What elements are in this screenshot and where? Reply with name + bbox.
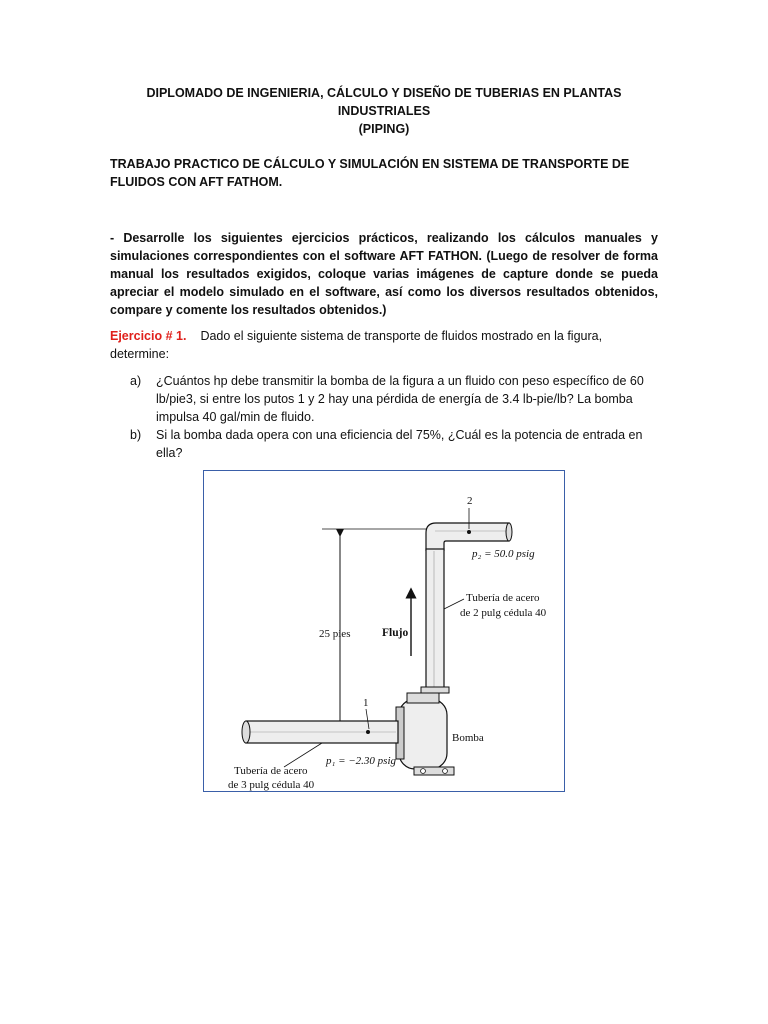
height-label: 25 pies [319, 628, 351, 640]
question-text: Si la bomba dada opera con una eficiencia del 75%, ¿Cuál es la potencia de entrada en ella? [156, 428, 643, 460]
suction-pipe [242, 721, 398, 743]
point-1-label: 1 [363, 697, 369, 709]
vertical-pipe [421, 549, 449, 693]
pump [396, 693, 454, 775]
pipe-1-label-line-2: de 3 pulg cédula 40 [228, 779, 315, 791]
question-text: ¿Cuántos hp debe transmitir la bomba de la figura a un fluido con peso específico de 60 lb/pie3, si entre los putos 1 y 2 hay una pérdida de energía de 3.4 lb-pie/lb? La bomba impulsa 40 gal/min de fluido. [156, 374, 644, 424]
document-title [110, 84, 658, 138]
question-item [130, 426, 658, 462]
exercise-label: Ejercicio # 1. [110, 329, 187, 343]
pipe-2-label-line-1: Tubería de acero [466, 592, 540, 604]
flow-label: Flujo [382, 627, 409, 639]
p1-label: p₁ = −2.30 psig [326, 755, 397, 767]
title-line-2: (PIPING) [358, 122, 410, 136]
exercise-text: Dado el siguiente sistema de transporte de fluidos mostrado en la figura, determine: [110, 329, 603, 361]
point-2-label: 2 [467, 495, 473, 507]
pump-system-figure [203, 470, 565, 792]
question-marker: b) [130, 428, 142, 442]
exercise-statement [110, 327, 658, 363]
title-line-1: DIPLOMADO DE INGENIERIA, CÁLCULO Y DISEÑO DE TUBERIAS EN PLANTAS INDUSTRIALES [146, 86, 622, 118]
pump-system-diagram [204, 471, 566, 793]
question-marker: a) [130, 374, 142, 388]
instructions-paragraph: - Desarrolle los siguientes ejercicios prácticos, realizando los cálculos manuales y simulaciones correspondientes con el software AFT FATHON. (Luego de resolver de forma manual los resultados exigidos, coloque varias imágenes de capture donde se pueda apreciar el modelo simulado en el software, así como los diversos resultados obtenidos, compare y comente los resultados obtenidos.) [110, 231, 658, 317]
question-list [130, 372, 658, 462]
pipe-1-label-line-1: Tubería de acero [234, 765, 308, 777]
pipe-2-label-line-2: de 2 pulg cédula 40 [460, 607, 547, 619]
question-item [130, 372, 658, 426]
p2-label: p₂ = 50.0 psig [472, 548, 535, 560]
assignment-subtitle: TRABAJO PRACTICO DE CÁLCULO Y SIMULACIÓN EN SISTEMA DE TRANSPORTE DE FLUIDOS CON AFT FATHOM. [110, 157, 630, 189]
pump-label: Bomba [452, 732, 484, 744]
